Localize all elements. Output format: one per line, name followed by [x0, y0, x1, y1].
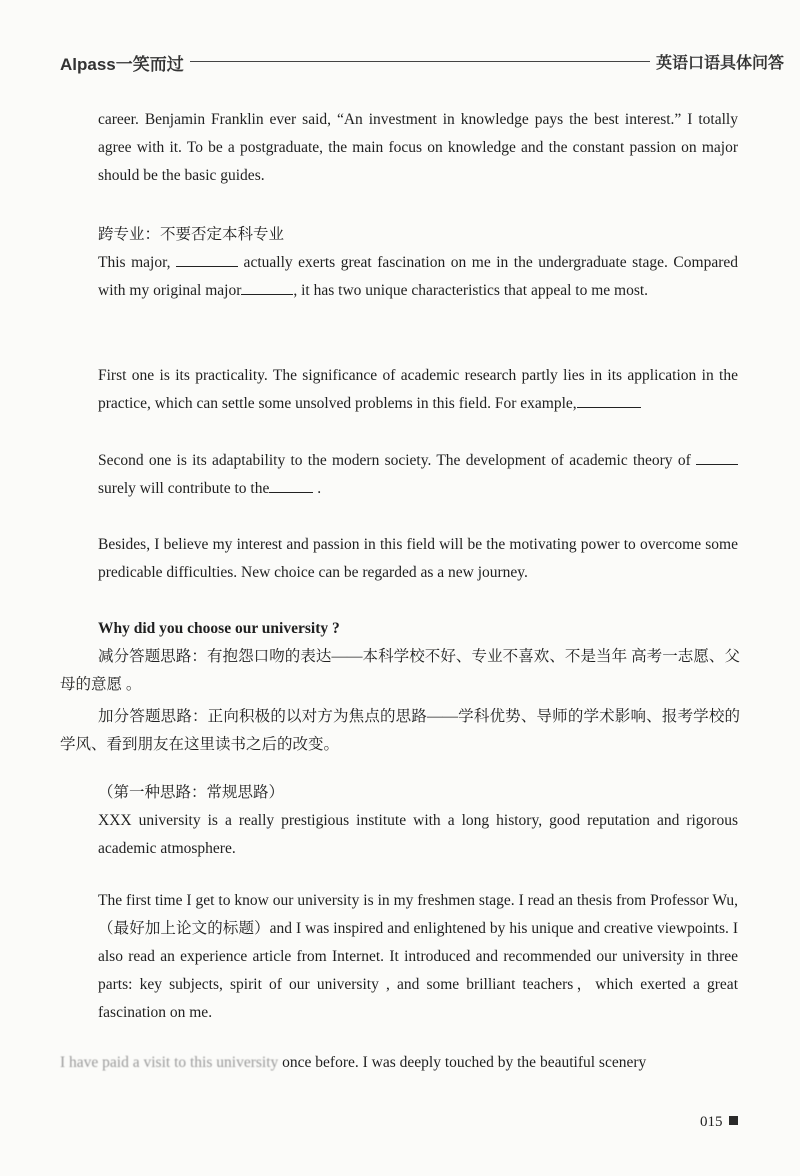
- fill-blank: [696, 450, 738, 465]
- page-number-text: 015: [700, 1114, 723, 1130]
- approach-label: （第一种思路：常规思路）: [98, 784, 285, 801]
- paragraph-visit: [60, 1049, 750, 1077]
- paragraph-besides: Besides, I believe my interest and passion in this field will be the motivating power to overcome some predicable difficulties. New choice can be regarded as a new journey.: [98, 536, 738, 581]
- paragraph-adaptability: [98, 447, 738, 503]
- text-visit-rest: once before. I was deeply touched by the beautiful scenery: [278, 1054, 647, 1071]
- text-this-major: This major,: [98, 254, 177, 271]
- cross-major-label: 跨专业：不要否定本科专业: [98, 226, 285, 243]
- text-practicality: First one is its practicality. The significance of academic research partly lies in its application in the practice, which can settle some unsolved problems in this field. For example,: [98, 367, 738, 412]
- paragraph-practicality: [98, 362, 738, 418]
- page-header: [60, 50, 800, 74]
- fill-blank: [176, 252, 238, 267]
- text-fascination: actually exerts great fascination on me in the undergraduate stage. Compared with my original major: [98, 254, 738, 299]
- fill-blank: [269, 478, 313, 493]
- fill-blank: [577, 393, 641, 408]
- paragraph-franklin: career. Benjamin Franklin ever said, “An investment in knowledge pays the best interest.” I totally agree with it. To be a postgraduate, the main focus on knowledge and the constant passion on major should be the basic guides.: [98, 111, 738, 184]
- section-title: 英语口语具体问答: [656, 53, 785, 72]
- square-marker-icon: [729, 1116, 738, 1125]
- text-adaptability: Second one is its adaptability to the modern society. The development of academic theory of: [98, 452, 696, 469]
- paragraph-prestigious: XXX university is a really prestigious institute with a long history, good reputation and rigorous academic atmosphere.: [98, 812, 738, 857]
- text-characteristics: , it has two unique characteristics that appeal to me most.: [293, 282, 649, 299]
- fill-blank: [241, 280, 293, 295]
- brand-logo: [60, 50, 184, 75]
- text-faded: I have paid a visit to this university: [60, 1054, 279, 1071]
- header-rule: [190, 61, 650, 62]
- text-period: .: [313, 480, 322, 497]
- paragraph-this-major: [98, 249, 738, 305]
- page-number: [700, 1114, 738, 1131]
- minus-tip: 减分答题思路：有抱怨口吻的表达——本科学校不好、专业不喜欢、不是当年 高考一志愿、父母的意愿 。: [60, 648, 740, 693]
- plus-tip: 加分答题思路：正向积极的以对方为焦点的思路——学科优势、导师的学术影响、报考学校的学风、看到朋友在这里读书之后的改变。: [60, 708, 740, 753]
- paragraph-first-time: The first time I get to know our university is in my freshmen stage. I read an thesis from Professor Wu,（最好加上论文的标题）and I was inspired and enlightened by his unique and creative viewpoints. I also read an experience article from Internet. It introduced and recommended our university in three parts: key subjects, spirit of our university , and some brilliant teachers，which exerted a great fascination on me.: [98, 892, 738, 1021]
- text-contribute: surely will contribute to the: [98, 480, 270, 497]
- brand-text: Alpass一笑而过: [60, 55, 184, 74]
- question-heading: Why did you choose our university ?: [98, 620, 340, 637]
